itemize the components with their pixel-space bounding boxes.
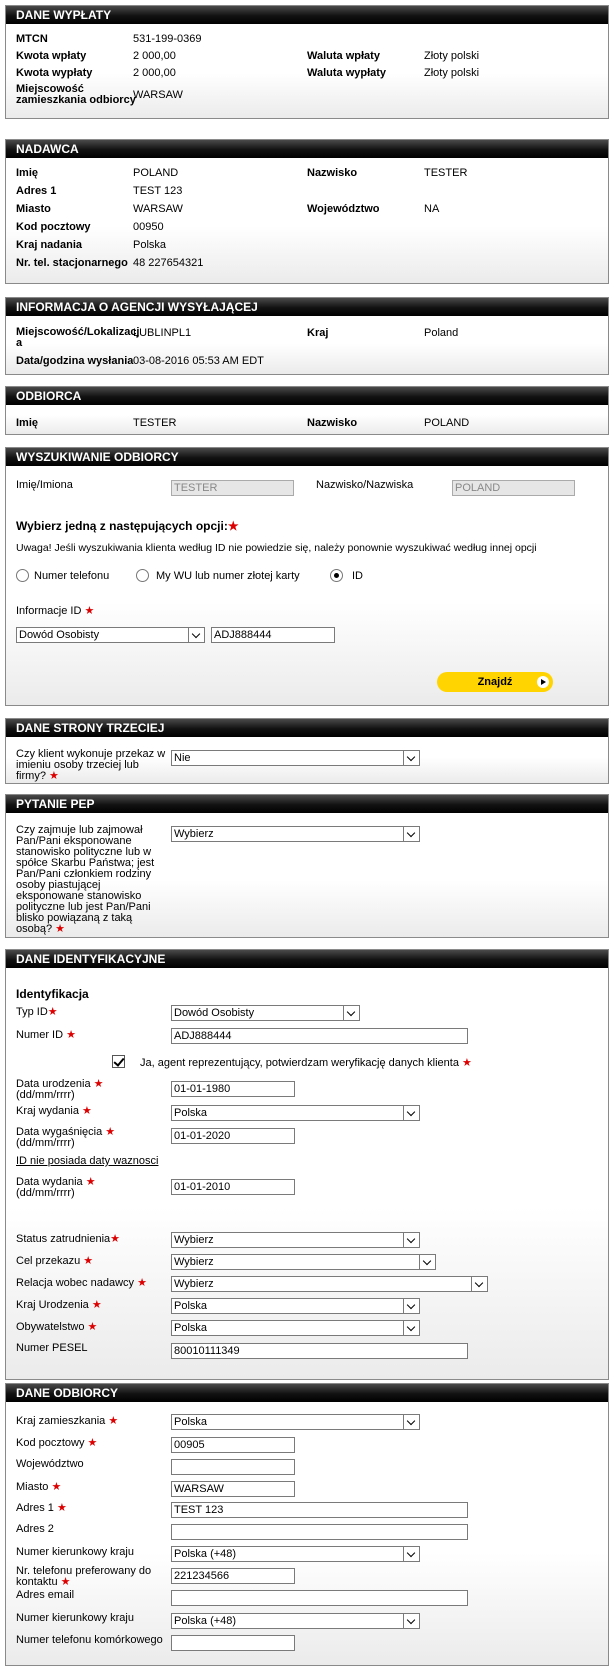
recv-email-label: Adres email (16, 1589, 75, 1601)
recv-addr2-label: Adres 2 (16, 1523, 54, 1535)
sender-last-value: TESTER (424, 167, 468, 179)
receiver-first-label: Imię (16, 417, 39, 429)
recv-addr1-input[interactable]: TEST 123 (171, 1502, 468, 1518)
search-choose-label: Wybierz jedną z następujących opcji:★ (16, 519, 239, 533)
sender-phone-label: Nr. tel. stacjonarnego (16, 257, 128, 269)
third-party-select[interactable]: Nie (171, 750, 420, 766)
sender-city-value: WARSAW (133, 203, 183, 215)
send-currency-value: Złoty polski (424, 50, 480, 62)
pep-section (5, 794, 609, 938)
chevron-down-icon (403, 1299, 419, 1313)
sender-addr-value: TEST 123 (133, 185, 183, 197)
mtcn-label: MTCN (16, 33, 48, 45)
pesel-label: Numer PESEL (16, 1342, 88, 1354)
radio-card-label: My WU lub numer złotej karty (156, 570, 300, 582)
issue-date-label: Data wydania ★ (dd/mm/rrrr) (16, 1176, 96, 1199)
agency-country-value: Poland (424, 327, 459, 339)
find-button[interactable]: Znajdź (437, 672, 553, 692)
chevron-down-icon (403, 1106, 419, 1120)
issue-country-select[interactable]: Polska (171, 1105, 420, 1121)
birth-country-label: Kraj Urodzenia ★ (16, 1299, 102, 1311)
pay-currency-value: Złoty polski (424, 67, 480, 79)
chevron-down-icon (403, 1415, 419, 1429)
search-last-input: POLAND (452, 480, 575, 496)
agency-date-label: Data/godzina wysłania (16, 355, 134, 367)
chevron-down-icon (403, 827, 419, 841)
sender-last-label: Nazwisko (307, 167, 358, 179)
relation-label: Relacja wobec nadawcy ★ (16, 1277, 147, 1289)
recv-voiv-input[interactable] (171, 1459, 295, 1475)
pay-amount-label: Kwota wypłaty (16, 67, 93, 79)
third-party-question: Czy klient wykonuje przekaz w imieniu osoby trzeciej lub firmy? ★ (16, 748, 166, 782)
sender-voiv-label: Województwo (307, 203, 380, 215)
city-value: WARSAW (133, 89, 183, 101)
sender-first-value: POLAND (133, 167, 179, 179)
radio-card[interactable] (136, 569, 149, 582)
confirm-checkbox[interactable] (112, 1055, 125, 1068)
ident-subtitle: Identyfikacja (16, 987, 89, 1001)
pay-currency-label: Waluta wypłaty (307, 67, 387, 79)
section-header: ODBIORCA (6, 387, 608, 405)
sender-addr-label: Adres 1 (16, 185, 57, 197)
recv-addr2-input[interactable] (171, 1524, 468, 1540)
chevron-down-icon (403, 751, 419, 765)
chevron-down-icon (403, 1321, 419, 1335)
sender-phone-value: 48 227654321 (133, 257, 204, 269)
receiver-first-value: TESTER (133, 417, 177, 429)
sender-section (5, 139, 609, 284)
section-header: DANE ODBIORCY (6, 1384, 608, 1402)
section-header: PYTANIE PEP (6, 795, 608, 813)
radio-id[interactable] (330, 569, 343, 582)
search-warning: Uwaga! Jeśli wyszukiwania klienta według ID nie powiedzie się, należy ponownie wyszukiwać według innej opcji (16, 542, 537, 554)
chevron-down-icon (343, 1006, 359, 1020)
agency-section (5, 297, 609, 375)
issue-date-input[interactable]: 01-01-2010 (171, 1179, 295, 1195)
issue-country-label: Kraj wydania ★ (16, 1105, 92, 1117)
id-number-label: Numer ID ★ (16, 1029, 76, 1041)
recv-cc2-select[interactable]: Polska (+48) (171, 1613, 420, 1629)
sender-zip-label: Kod pocztowy (16, 221, 91, 233)
pesel-input[interactable]: 80010111349 (171, 1343, 468, 1359)
recv-voiv-label: Województwo (16, 1458, 84, 1470)
dob-label: Data urodzenia ★ (dd/mm/rrrr) (16, 1078, 104, 1101)
arrow-right-icon (537, 676, 549, 688)
send-amount-value: 2 000,00 (133, 50, 176, 62)
agency-loc-label: Miejscowość/Lokalizacj a (16, 326, 140, 349)
citizenship-select[interactable]: Polska (171, 1320, 420, 1336)
sender-voiv-value: NA (424, 203, 440, 215)
relation-select[interactable]: Wybierz (171, 1276, 488, 1292)
sender-city-label: Miasto (16, 203, 51, 215)
recv-city-input[interactable]: WARSAW (171, 1481, 295, 1497)
recv-cc1-label: Numer kierunkowy kraju (16, 1546, 134, 1558)
receiver-data-section (5, 1383, 609, 1666)
dob-input[interactable]: 01-01-1980 (171, 1081, 295, 1097)
section-header: NADAWCA (6, 140, 608, 158)
send-amount-label: Kwota wpłaty (16, 50, 87, 62)
section-header: WYSZUKIWANIE ODBIORCY (6, 448, 608, 466)
section-header: DANE IDENTYFIKACYJNE (6, 950, 608, 968)
chevron-down-icon (403, 1614, 419, 1628)
pay-amount-value: 2 000,00 (133, 67, 176, 79)
chevron-down-icon (471, 1277, 487, 1291)
id-type-label: Typ ID★ (16, 1006, 58, 1018)
sender-zip-value: 00950 (133, 221, 164, 233)
id-type-select[interactable]: Dowód Osobisty (16, 627, 205, 643)
recv-country-select[interactable]: Polska (171, 1414, 420, 1430)
recv-cc1-select[interactable]: Polska (+48) (171, 1546, 420, 1562)
chevron-down-icon (188, 628, 204, 642)
radio-phone-label: Numer telefonu (34, 570, 110, 582)
receiver-section (5, 386, 609, 435)
employment-label: Status zatrudnienia★ (16, 1233, 121, 1245)
section-header: DANE STRONY TRZECIEJ (6, 719, 608, 737)
no-expiry-link[interactable]: ID nie posiada daty waznosci (16, 1155, 159, 1167)
recv-mobile-label: Numer telefonu komórkowego (16, 1634, 163, 1646)
chevron-down-icon (403, 1233, 419, 1247)
pep-select[interactable]: Wybierz (171, 826, 420, 842)
search-last-label: Nazwisko/Nazwiska (316, 479, 414, 491)
recv-email-input[interactable] (171, 1590, 468, 1606)
ident-id-type-select[interactable]: Dowód Osobisty (171, 1005, 360, 1021)
receiver-last-label: Nazwisko (307, 417, 358, 429)
exp-input[interactable]: 01-01-2020 (171, 1128, 295, 1144)
ident-id-number-input[interactable]: ADJ888444 (171, 1028, 468, 1044)
recv-mobile-input[interactable] (171, 1635, 295, 1651)
agency-loc-value: LUBLINPL1 (133, 327, 192, 339)
purpose-select[interactable]: Wybierz (171, 1254, 436, 1270)
recv-phone-label: Nr. telefonu preferowany do kontaktu ★ (16, 1565, 152, 1588)
send-currency-label: Waluta wpłaty (307, 50, 380, 62)
agency-country-label: Kraj (307, 327, 329, 339)
section-header: DANE WYPŁATY (6, 6, 608, 24)
pep-question: Czy zajmuje lub zajmował Pan/Pani eksponowane stanowisko polityczne lub w spółce Skarbu Państwa; jest Pan/Pani członkiem rodziny osoby piastującej eksponowane stanowisko polityczne lub jest Pan/Pani blisko powiązaną z taką osobą? ★ (16, 824, 155, 935)
sender-country-label: Kraj nadania (16, 239, 83, 251)
employment-select[interactable]: Wybierz (171, 1232, 420, 1248)
birth-country-select[interactable]: Polska (171, 1298, 420, 1314)
sender-first-label: Imię (16, 167, 39, 179)
purpose-label: Cel przekazu ★ (16, 1255, 94, 1267)
search-first-input: TESTER (171, 480, 294, 496)
recv-phone-input[interactable]: 221234566 (171, 1568, 295, 1584)
chevron-down-icon (403, 1547, 419, 1561)
sender-country-value: Polska (133, 239, 167, 251)
payment-section (5, 5, 609, 119)
recv-city-label: Miasto ★ (16, 1481, 62, 1493)
third-party-section (5, 718, 609, 784)
section-header: INFORMACJA O AGENCJI WYSYŁAJĄCEJ (6, 298, 608, 316)
recv-zip-label: Kod pocztowy ★ (16, 1437, 98, 1449)
agency-date-value: 03-08-2016 05:53 AM EDT (133, 355, 264, 367)
search-section (5, 447, 609, 706)
id-number-input[interactable]: ADJ888444 (211, 627, 335, 643)
chevron-down-icon (419, 1255, 435, 1269)
recv-country-label: Kraj zamieszkania ★ (16, 1415, 119, 1427)
identification-section (5, 949, 609, 1380)
search-first-label: Imię/Imiona (16, 479, 73, 491)
recv-cc2-label: Numer kierunkowy kraju (16, 1612, 134, 1624)
radio-id-label: ID (352, 570, 363, 582)
city-label: Miejscowość zamieszkania odbiorcy (16, 83, 136, 106)
confirm-label: Ja, agent reprezentujący, potwierdzam weryfikację danych klienta ★ (140, 1057, 472, 1069)
citizenship-label: Obywatelstwo ★ (16, 1321, 98, 1333)
recv-zip-input[interactable]: 00905 (171, 1437, 295, 1453)
mtcn-value: 531-199-0369 (133, 33, 202, 45)
radio-phone[interactable] (16, 569, 29, 582)
recv-addr1-label: Adres 1 ★ (16, 1502, 67, 1514)
id-info-label: Informacje ID ★ (16, 605, 95, 617)
receiver-last-value: POLAND (424, 417, 470, 429)
exp-label: Data wygaśnięcia ★ (dd/mm/rrrr) (16, 1126, 116, 1149)
